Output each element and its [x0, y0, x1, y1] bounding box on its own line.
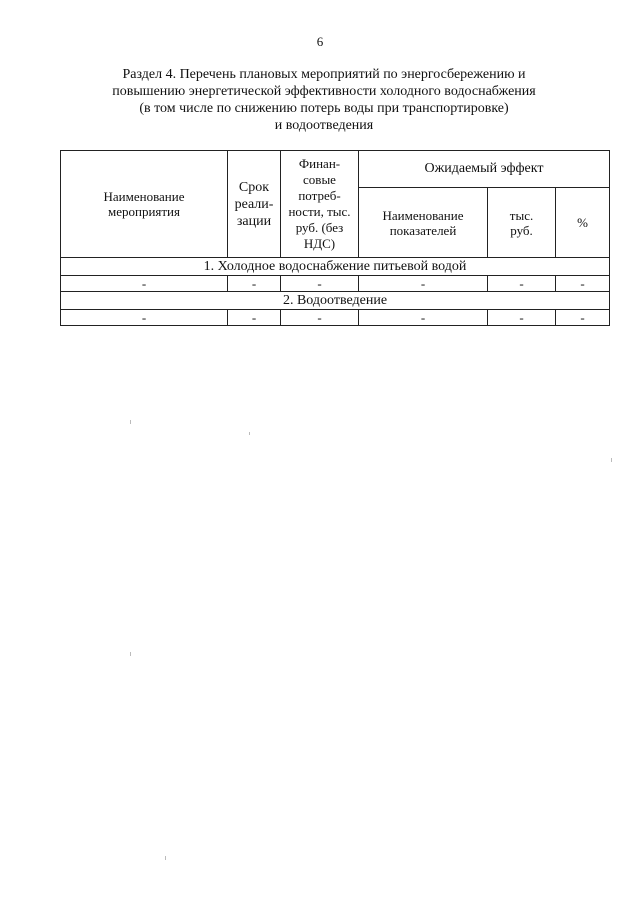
- title-line: (в том числе по снижению потерь воды при транспортировке): [139, 101, 509, 116]
- cell-indicator: -: [359, 310, 488, 326]
- cell-finance: -: [281, 276, 359, 292]
- table-row: [61, 276, 610, 292]
- header-finance: Финан-совые потреб-ности, тыс. руб. (без НДС): [281, 151, 359, 258]
- scan-speck: [249, 432, 250, 435]
- cell-term: -: [228, 276, 281, 292]
- header-percent: %: [556, 188, 610, 258]
- title-line: и водоотведения: [274, 118, 374, 133]
- scan-speck: [165, 856, 166, 860]
- section-title-cell: 2. Водоотведение: [61, 292, 610, 310]
- section-row-drainage: [61, 292, 610, 310]
- header-term: Срок реали-зации: [228, 151, 281, 258]
- cell-thousand-rub: -: [488, 310, 556, 326]
- header-thousand-rub: тыс. руб.: [488, 188, 556, 258]
- header-indicator-name: Наименование показателей: [359, 188, 488, 258]
- cell-indicator: -: [359, 276, 488, 292]
- cell-percent: -: [556, 276, 610, 292]
- section-title: [60, 66, 588, 134]
- cell-thousand-rub: -: [488, 276, 556, 292]
- page-number: 6: [316, 34, 324, 49]
- table-row: [61, 310, 610, 326]
- header-name: Наименование мероприятия: [61, 151, 228, 258]
- title-line: повышению энергетической эффективности холодного водоснабжения: [112, 84, 536, 99]
- title-line: Раздел 4. Перечень плановых мероприятий по энергосбережению и: [122, 67, 526, 82]
- table-header-row: [61, 151, 610, 188]
- cell-percent: -: [556, 310, 610, 326]
- cell-term: -: [228, 310, 281, 326]
- scan-speck: [130, 420, 131, 424]
- section-row-cold-water: [61, 258, 610, 276]
- scan-speck: [611, 458, 612, 462]
- header-expected-effect: Ожидаемый эффект: [359, 151, 610, 188]
- cell-finance: -: [281, 310, 359, 326]
- cell-name: -: [61, 276, 228, 292]
- section-title-cell: 1. Холодное водоснабжение питьевой водой: [61, 258, 610, 276]
- scan-speck: [130, 652, 131, 656]
- measures-table: [60, 150, 610, 326]
- cell-name: -: [61, 310, 228, 326]
